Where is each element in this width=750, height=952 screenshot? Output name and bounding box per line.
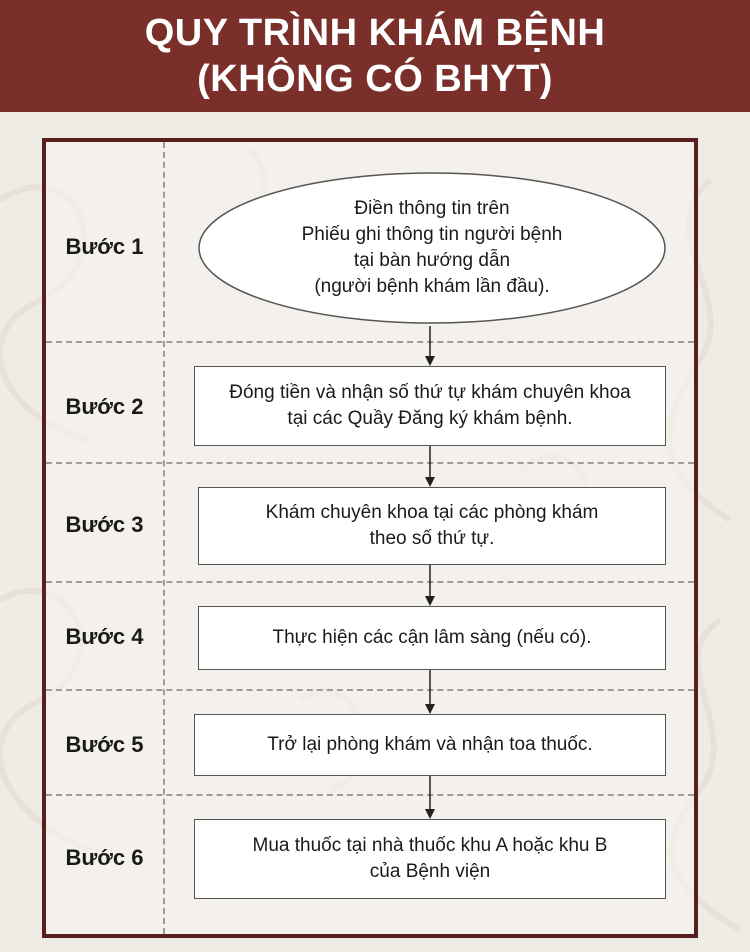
title-line-2: (KHÔNG CÓ BHYT) bbox=[197, 58, 553, 100]
flow-arrow-down-icon bbox=[422, 446, 438, 487]
step-separator bbox=[46, 341, 694, 343]
step-2-line: tại các Quầy Đăng ký khám bệnh. bbox=[287, 408, 573, 429]
step-4-box bbox=[198, 606, 666, 670]
step-5-line: Trở lại phòng khám và nhận toa thuốc. bbox=[267, 734, 593, 755]
step-1-ellipse bbox=[196, 170, 668, 326]
step-5-box bbox=[194, 714, 666, 776]
step-1-line: Điền thông tin trên bbox=[354, 198, 510, 219]
step-label-3: Bước 3 bbox=[65, 512, 144, 537]
step-1-line: Phiếu ghi thông tin người bệnh bbox=[301, 224, 563, 245]
step-separator bbox=[46, 581, 694, 583]
step-6-line: Mua thuốc tại nhà thuốc khu A hoặc khu B bbox=[252, 835, 608, 856]
step-1-text bbox=[196, 170, 668, 326]
step-1-line: (người bệnh khám lần đầu). bbox=[314, 276, 550, 297]
step-3-line: theo số thứ tự. bbox=[369, 528, 495, 549]
step-label-5: Bước 5 bbox=[65, 732, 144, 757]
flow-arrow-down-icon bbox=[422, 326, 438, 366]
step-1-line: tại bàn hướng dẫn bbox=[353, 250, 511, 271]
flow-arrow-down-icon bbox=[422, 670, 438, 714]
step-3-box bbox=[198, 487, 666, 565]
step-2-line: Đóng tiền và nhận số thứ tự khám chuyên khoa bbox=[229, 382, 631, 403]
step-label-2: Bước 2 bbox=[65, 394, 144, 419]
title-line-1: QUY TRÌNH KHÁM BỆNH bbox=[144, 12, 606, 54]
step-3-line: Khám chuyên khoa tại các phòng khám bbox=[265, 502, 599, 523]
step-6-box bbox=[194, 819, 666, 899]
label-column-divider bbox=[163, 142, 165, 934]
flow-arrow-down-icon bbox=[422, 776, 438, 819]
step-separator bbox=[46, 462, 694, 464]
step-2-box bbox=[194, 366, 666, 446]
step-label-1: Bước 1 bbox=[65, 234, 144, 259]
step-label-4: Bước 4 bbox=[65, 624, 144, 649]
title-banner bbox=[0, 0, 750, 112]
flow-arrow-down-icon bbox=[422, 565, 438, 606]
step-separator bbox=[46, 794, 694, 796]
step-separator bbox=[46, 689, 694, 691]
step-4-line: Thực hiện các cận lâm sàng (nếu có). bbox=[272, 627, 592, 648]
step-label-6: Bước 6 bbox=[65, 845, 144, 870]
step-6-line: của Bệnh viện bbox=[369, 861, 491, 882]
